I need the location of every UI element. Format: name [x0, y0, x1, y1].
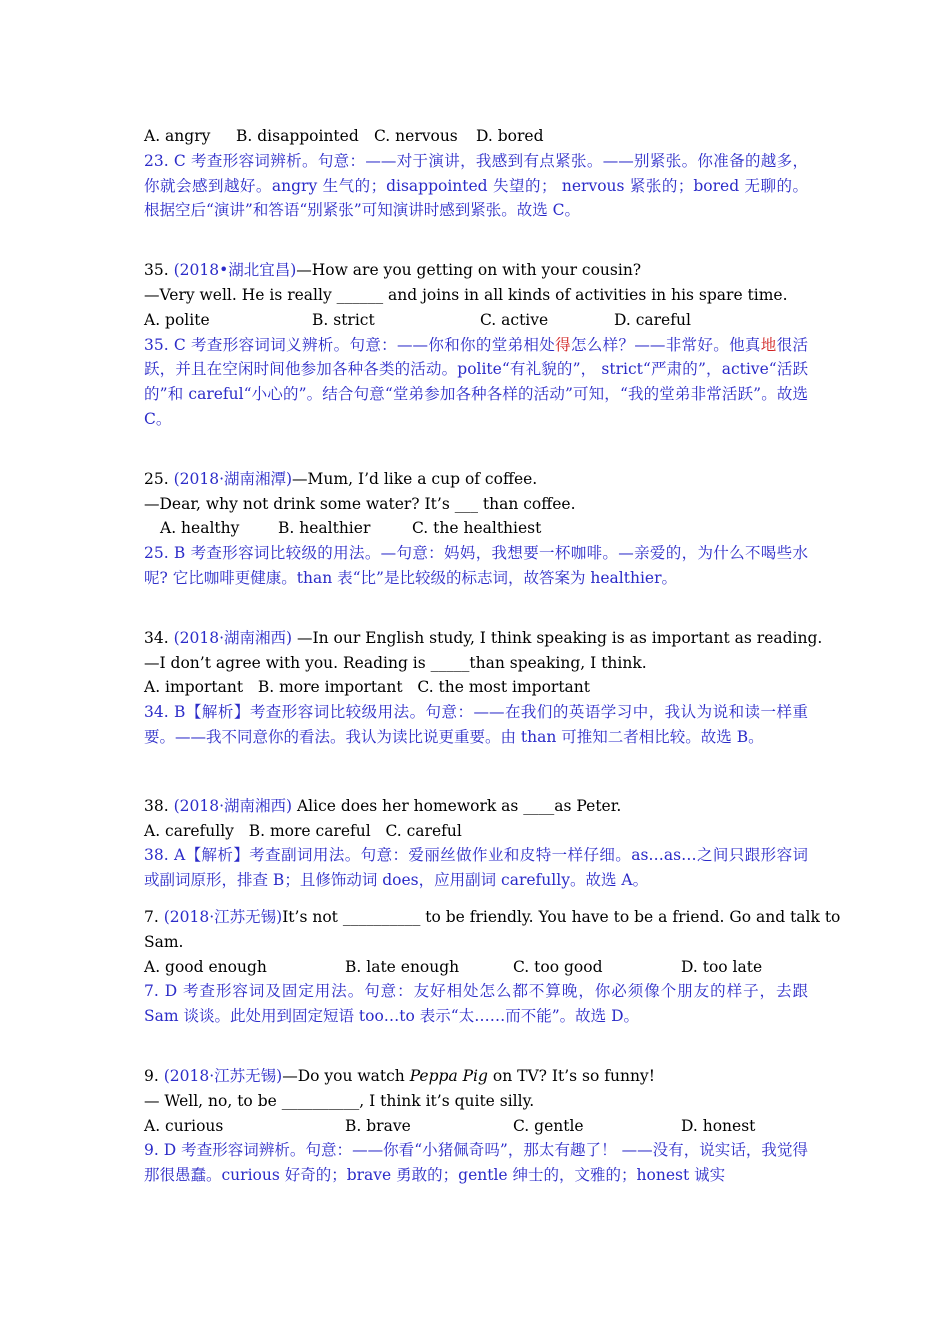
q9-option-d: D. honest	[681, 1116, 756, 1135]
q23-options	[144, 124, 808, 149]
q9-source: (2018·江苏无锡)	[163, 1066, 283, 1085]
q38-source: (2018·湖南湘西)	[173, 796, 293, 815]
q7-answer: 7. D 考查形容词及固定用法。句意：友好相处怎么都不算晚，你必须像个朋友的样子，去跟 Sam 谈谈。此处用到固定短语 too…to 表示“太……而不能”。故选 D。	[144, 982, 808, 1026]
q9-answer: 9. D 考查形容词辨析。句意：——你看“小猪佩奇吗”，那太有趣了！ ——没有，说实话，我觉得那很愚蠢。curious 好奇的；brave 勇敢的；gentle 绅士的，文雅的；honest 诚实	[144, 1141, 808, 1185]
q9-line1-post: on TV? It’s so funny!	[487, 1066, 655, 1085]
q7-option-d: D. too late	[681, 957, 763, 976]
q35-option-d: D. careful	[614, 310, 691, 329]
q38-question	[144, 794, 808, 819]
q35-line2: —Very well. He is really ______ and joins in all kinds of activities in his spare time.	[144, 285, 788, 304]
q9-line2: — Well, no, to be __________, I think it’s quite silly.	[144, 1091, 535, 1110]
q9-option-a: A. curious	[144, 1116, 224, 1135]
q25-option-b: B. healthier	[278, 519, 371, 538]
q34-number: 34.	[144, 628, 174, 647]
q25-option-a: A. healthy	[160, 519, 240, 538]
q35-question	[144, 258, 808, 283]
q34-question	[144, 626, 823, 651]
q38-answer: 38. A【解析】考查副词用法。句意：爱丽丝做作业和皮特一样仔细。as…as…之间只跟形容词或副词原形，排查 B；且修饰动词 does，应用副词 carefully。故选 A。	[144, 846, 808, 890]
q9-option-b: B. brave	[345, 1116, 411, 1135]
q7-option-a: A. good enough	[144, 957, 267, 976]
q7-number: 7.	[144, 907, 164, 926]
q35-source: (2018•湖北宜昌)	[173, 261, 297, 280]
q25-question	[144, 467, 808, 492]
q35-option-b: B. strict	[312, 310, 375, 329]
q7-option-b: B. late enough	[345, 957, 460, 976]
q23-option-c: C. nervous	[374, 127, 458, 145]
q35-answer	[144, 333, 808, 432]
q35-answer-highlight2: 地	[760, 335, 777, 354]
q35-options	[144, 308, 808, 333]
q23-option-a: A. angry	[144, 127, 211, 145]
q7-options	[144, 955, 808, 980]
q7-line1: It’s not __________ to be friendly. You have to be a friend. Go and talk to	[282, 907, 841, 926]
q9-line1-pre: —Do you watch	[282, 1066, 410, 1085]
q7-option-c: C. too good	[513, 957, 603, 976]
q34-answer: 34. B【解析】考查形容词比较级用法。句意：——在我们的英语学习中，我认为说和读一样重要。——我不同意你的看法。我认为读比说更重要。由 than 可推知二者相比较。故选 B。	[144, 703, 808, 746]
q35-answer-part3: 很活跃，并且在空闲时间他参加各种各类的活动。polite“有礼貌的”， strict“严肃的”，active“活跃的”和 careful“小心的”。结合句意“堂弟参加各种各样的活动”可知，“我的堂弟非常活跃”。故选 C。	[144, 335, 808, 428]
document-content	[144, 124, 841, 1188]
q35-number: 35.	[144, 261, 174, 280]
q23-option-d: D. bored	[476, 127, 544, 145]
q34-line1: —In our English study, I think speaking is as important as reading.	[292, 628, 823, 647]
q25-option-c: C. the healthiest	[412, 519, 542, 538]
q7-source: (2018·江苏无锡)	[163, 907, 283, 926]
q9-option-c: C. gentle	[513, 1116, 584, 1135]
q9-line1-title: Peppa Pig	[409, 1066, 488, 1085]
q34-options: A. important B. more important C. the most important	[144, 678, 591, 697]
q9-options	[144, 1114, 808, 1139]
q25-answer: 25. B 考查形容词比较级的用法。—句意：妈妈，我想要一杯咖啡。—亲爱的，为什么不喝些水呢? 它比咖啡更健康。than 表“比”是比较级的标志词，故答案为 healthier。	[144, 544, 808, 587]
q35-line1: —How are you getting on with your cousin?	[296, 261, 642, 280]
q7-line1-continued: Sam.	[144, 932, 184, 951]
q35-option-c: C. active	[480, 310, 549, 329]
q23-option-b: B. disappointed	[236, 127, 359, 145]
q35-option-a: A. polite	[144, 310, 210, 329]
q9-number: 9.	[144, 1066, 164, 1085]
q25-line1: —Mum, I’d like a cup of coffee.	[292, 469, 538, 488]
q38-options: A. carefully B. more careful C. careful	[144, 821, 462, 840]
q34-line2: —I don’t agree with you. Reading is _____than speaking, I think.	[144, 653, 647, 672]
q25-number: 25.	[144, 469, 174, 488]
q34-source: (2018·湖南湘西)	[173, 628, 293, 647]
q25-source: (2018·湖南湘潭)	[173, 469, 293, 488]
q35-answer-part2: 怎么样？——非常好。他真	[570, 335, 761, 354]
q7-question	[144, 905, 841, 930]
q25-line2: —Dear, why not drink some water? It’s ___ than coffee.	[144, 494, 576, 513]
q9-question	[144, 1064, 808, 1089]
q35-answer-part1: 35. C 考查形容词词义辨析。句意：——你和你的堂弟相处	[144, 335, 556, 354]
q35-answer-highlight1: 得	[555, 335, 571, 354]
q38-line1: Alice does her homework as ____as Peter.	[292, 796, 622, 815]
q38-number: 38.	[144, 796, 174, 815]
q23-answer: 23. C 考查形容词辨析。句意：——对于演讲，我感到有点紧张。——别紧张。你准备的越多，你就会感到越好。angry 生气的；disappointed 失望的； nervous 紧张的；bored 无聊的。根据空后“演讲”和答语“别紧张”可知演讲时感到紧张。故选 C。	[144, 151, 808, 220]
q25-options	[144, 516, 808, 541]
